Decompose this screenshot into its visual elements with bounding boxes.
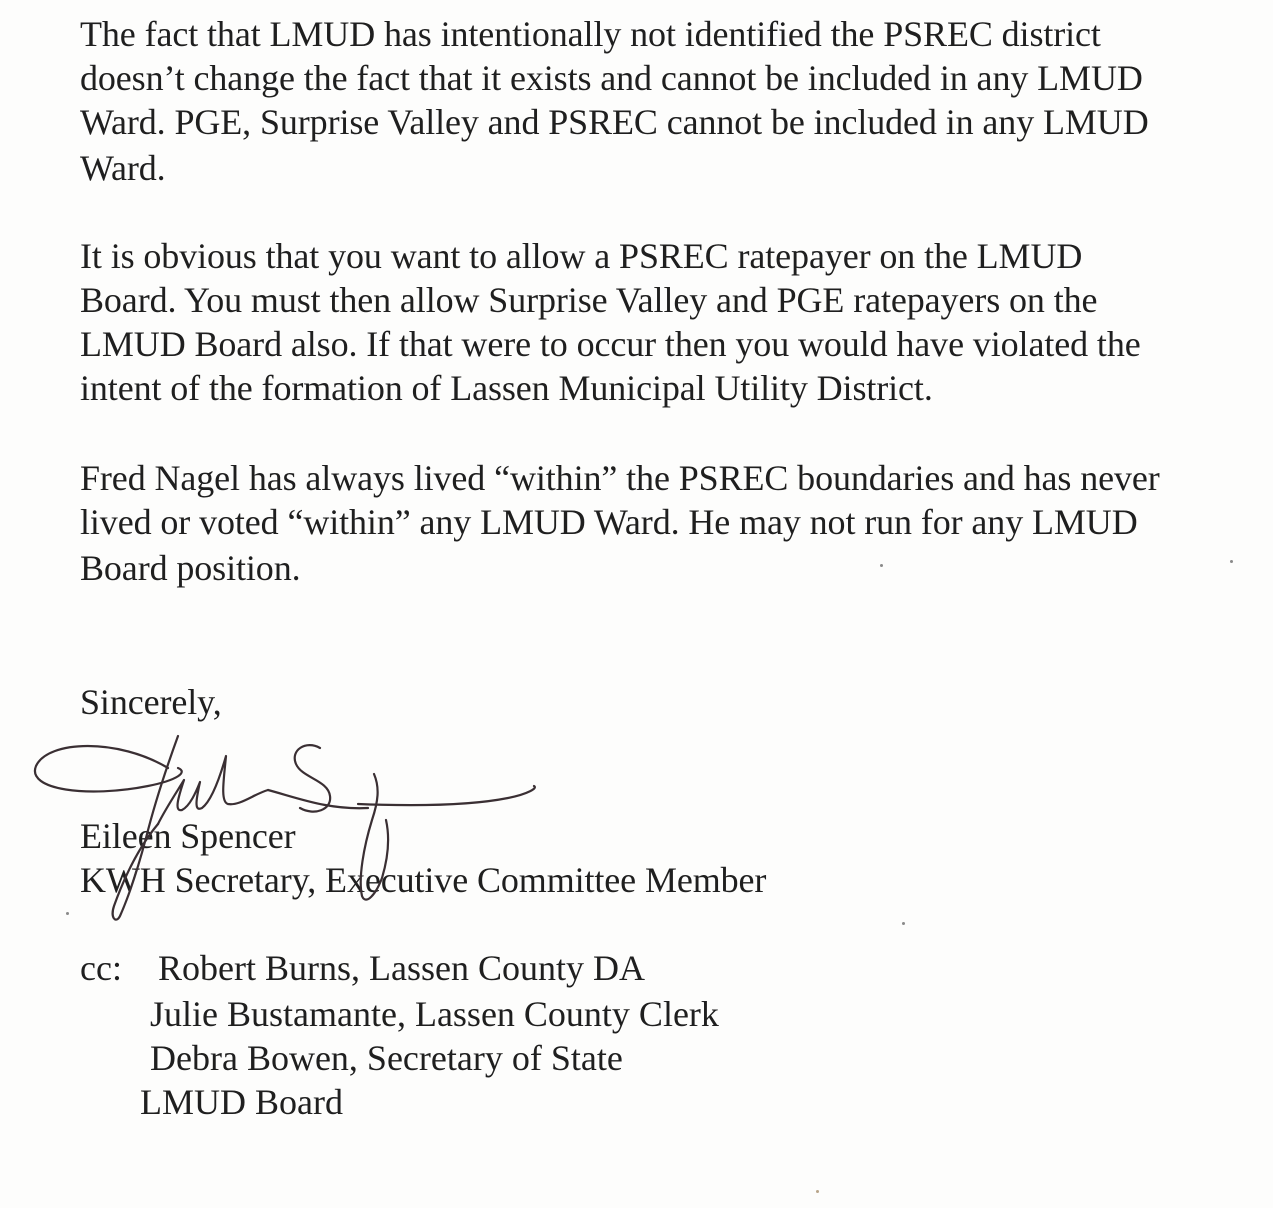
paragraph-2-line-4: intent of the formation of Lassen Municipal Utility District. bbox=[80, 368, 933, 408]
handwritten-signature bbox=[28, 728, 548, 928]
paragraph-3-line-3: Board position. bbox=[80, 548, 301, 588]
scan-speck bbox=[66, 912, 69, 915]
cc-recipient-2: Julie Bustamante, Lassen County Clerk bbox=[150, 994, 719, 1034]
scan-speck bbox=[902, 922, 905, 925]
scan-speck bbox=[1230, 560, 1233, 563]
cc-recipient-3: Debra Bowen, Secretary of State bbox=[150, 1038, 623, 1078]
cc-recipient-4: LMUD Board bbox=[140, 1082, 343, 1122]
scan-speck bbox=[816, 1190, 819, 1193]
cc-label: cc: bbox=[80, 948, 122, 988]
paragraph-1-line-1: The fact that LMUD has intentionally not identified the PSREC district bbox=[80, 14, 1101, 54]
signer-title: KWH Secretary, Executive Committee Member bbox=[80, 860, 767, 900]
paragraph-1-line-2: doesn’t change the fact that it exists and cannot be included in any LMUD bbox=[80, 58, 1143, 98]
cc-recipient-1: Robert Burns, Lassen County DA bbox=[158, 948, 645, 988]
paragraph-2-line-1: It is obvious that you want to allow a PSREC ratepayer on the LMUD bbox=[80, 236, 1083, 276]
signer-name: Eileen Spencer bbox=[80, 816, 296, 856]
paragraph-3-line-1: Fred Nagel has always lived “within” the PSREC boundaries and has never bbox=[80, 458, 1160, 498]
paragraph-3-line-2: lived or voted “within” any LMUD Ward. He may not run for any LMUD bbox=[80, 502, 1138, 542]
paragraph-2-line-3: LMUD Board also. If that were to occur then you would have violated the bbox=[80, 324, 1141, 364]
paragraph-1-line-3: Ward. PGE, Surprise Valley and PSREC cannot be included in any LMUD bbox=[80, 102, 1149, 142]
paragraph-1-line-4: Ward. bbox=[80, 148, 166, 188]
scan-speck bbox=[880, 564, 883, 567]
closing-salutation: Sincerely, bbox=[80, 682, 222, 722]
paragraph-2-line-2: Board. You must then allow Surprise Valley and PGE ratepayers on the bbox=[80, 280, 1098, 320]
